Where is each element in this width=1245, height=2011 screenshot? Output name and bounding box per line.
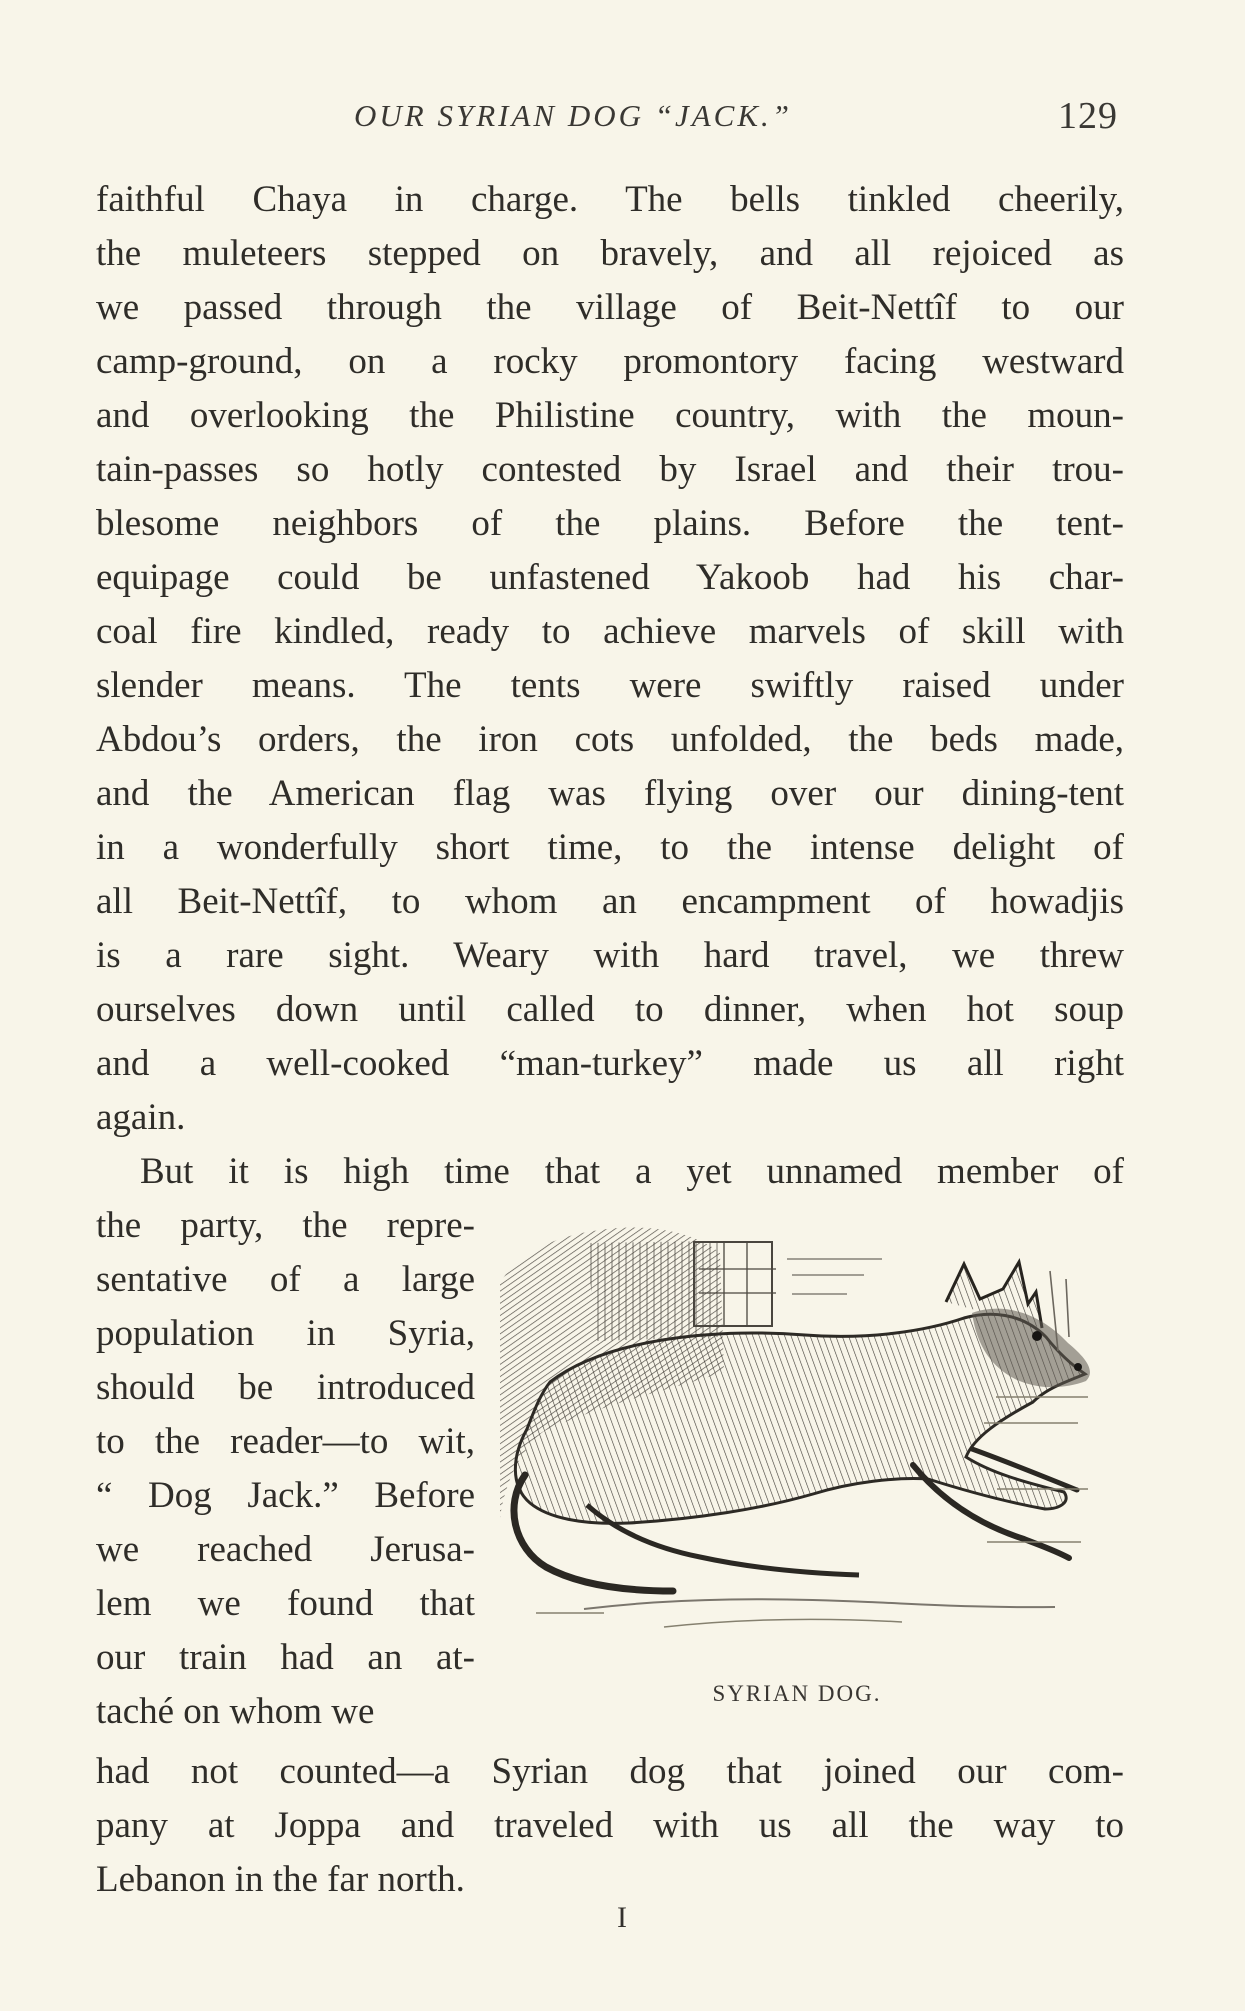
text-line: is a rare sight. Weary with hard travel, we threw	[96, 935, 1124, 976]
text-line: and overlooking the Philistine country, with the moun-	[96, 395, 1124, 436]
signature-mark: I	[617, 1901, 627, 1934]
dog-engraving	[492, 1217, 1102, 1659]
text-line: and a well-cooked “man-turkey” made us all right	[96, 1043, 1124, 1084]
text-line: equipage could be unfastened Yakoob had his char-	[96, 557, 1124, 598]
text-line: population in Syria,	[96, 1313, 475, 1354]
text-line: ourselves down until called to dinner, when hot soup	[96, 989, 1124, 1030]
text-line: again.	[96, 1097, 186, 1138]
text-line: had not counted—a Syrian dog that joined our com-	[96, 1751, 1124, 1792]
text-line: in a wonderfully short time, to the intense delight of	[96, 827, 1124, 868]
text-line: should be introduced	[96, 1367, 475, 1408]
text-line: faithful Chaya in charge. The bells tinkled cheerily,	[96, 179, 1124, 220]
figure-caption: SYRIAN DOG.	[712, 1681, 882, 1706]
text-line: and the American flag was flying over our dining-tent	[96, 773, 1124, 814]
text-line: “ Dog Jack.” Before	[96, 1475, 475, 1516]
page-number: 129	[1058, 95, 1118, 137]
text-line: pany at Joppa and traveled with us all the way to	[96, 1805, 1124, 1846]
text-line: we passed through the village of Beit-Nettîf to our	[96, 287, 1124, 328]
text-line: slender means. The tents were swiftly raised under	[96, 665, 1124, 706]
text-line: taché on whom we	[96, 1691, 375, 1732]
text-line: the party, the repre-	[96, 1205, 475, 1246]
text-line: we reached Jerusa-	[96, 1529, 475, 1570]
text-line: coal fire kindled, ready to achieve marvels of skill with	[96, 611, 1124, 652]
text-line: sentative of a large	[96, 1259, 475, 1300]
text-line: the muleteers stepped on bravely, and all rejoiced as	[96, 233, 1124, 274]
text-line: Lebanon in the far north.	[96, 1859, 465, 1900]
text-line: lem we found that	[96, 1583, 475, 1624]
text-line: Abdou’s orders, the iron cots unfolded, the beds made,	[96, 719, 1124, 760]
text-line: camp-ground, on a rocky promontory facing westward	[96, 341, 1124, 382]
running-title: OUR SYRIAN DOG “JACK.”	[354, 98, 793, 133]
text-line: to the reader—to wit,	[96, 1421, 475, 1462]
syrian-dog-illustration	[492, 1217, 1102, 1706]
text-line: blesome neighbors of the plains. Before the tent-	[96, 503, 1124, 544]
text-line: our train had an at-	[96, 1637, 475, 1678]
page-header	[96, 92, 1124, 144]
paragraph-first-line: But it is high time that a yet unnamed member of	[140, 1151, 1124, 1192]
text-line: tain-passes so hotly contested by Israel and their trou-	[96, 449, 1124, 490]
text-line: all Beit-Nettîf, to whom an encampment of howadjis	[96, 881, 1124, 922]
